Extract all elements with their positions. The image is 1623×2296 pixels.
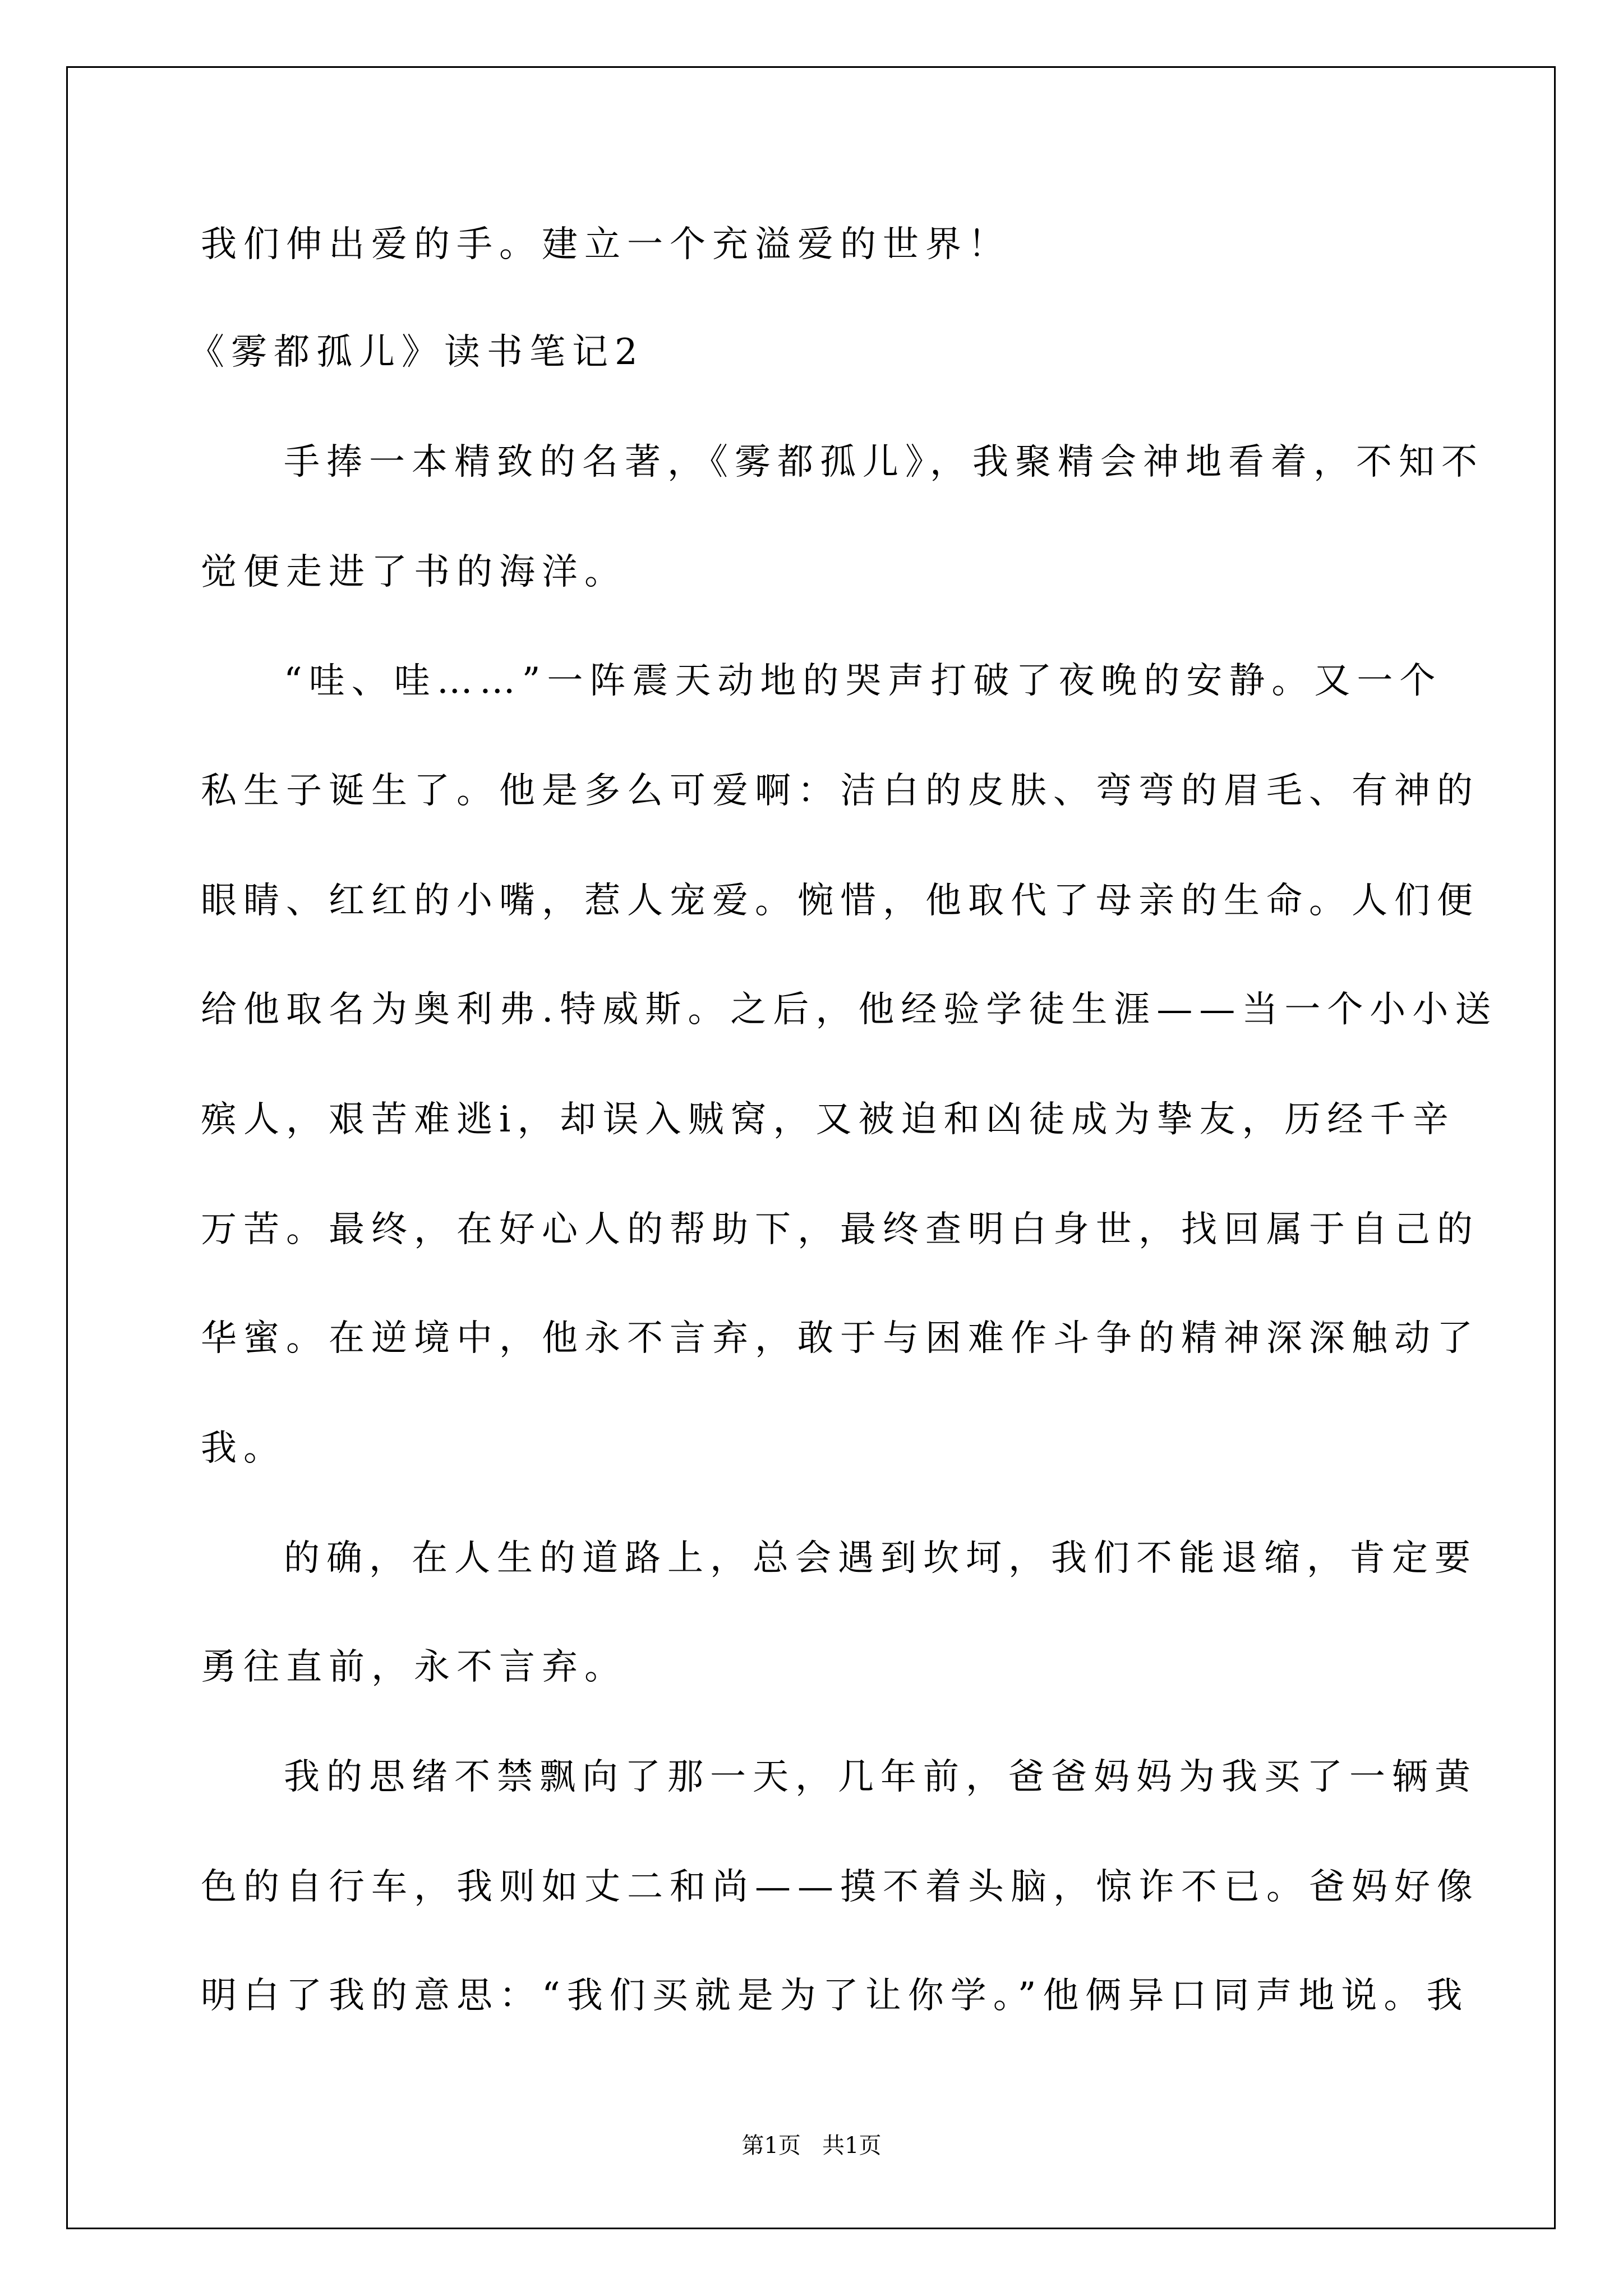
text-line: 给他取名为奥利弗.特威斯。之后，他经验学徒生涯——当一个小小送 xyxy=(201,989,1498,1030)
text-line: 我们伸出爱的手。建立一个充溢爱的世界！ xyxy=(201,224,1011,265)
section-heading: 《雾都孤儿》读书笔记2 xyxy=(188,332,644,373)
text-line: 勇往直前，永不言弃。 xyxy=(201,1646,627,1688)
text-line: 华蜜。在逆境中，他永不言弃，敢于与困难作斗争的精神深深触动了 xyxy=(201,1318,1479,1359)
text-line: 我。 xyxy=(201,1428,286,1469)
text-line: 殡人，艰苦难逃i，却误入贼窝，又被迫和凶徒成为挚友，历经千辛 xyxy=(201,1099,1455,1140)
paragraph-start-line: 我的思绪不禁飘向了那一天，几年前，爸爸妈妈为我买了一辆黄 xyxy=(284,1756,1477,1798)
text-line: 觉便走进了书的海洋。 xyxy=(201,551,627,593)
text-line: 眼睛、红红的小嘴，惹人宠爱。惋惜，他取代了母亲的生命。人们便 xyxy=(201,880,1479,922)
text-line: 色的自行车，我则如丈二和尚——摸不着头脑，惊诈不已。爸妈好像 xyxy=(201,1866,1479,1908)
paragraph-start-line: “哇、哇……”一阵震天动地的哭声打破了夜晚的安静。又一个 xyxy=(284,660,1442,702)
text-line: 明白了我的意思：“我们买就是为了让你学。”他俩异口同声地说。我 xyxy=(201,1975,1469,2017)
paragraph-start-line: 手捧一本精致的名著，《雾都孤儿》，我聚精会神地看着，不知不 xyxy=(284,441,1484,483)
text-line: 万苦。最终，在好心人的帮助下，最终查明白身世，找回属于自己的 xyxy=(201,1209,1479,1250)
text-line: 私生子诞生了。他是多么可爱啊：洁白的皮肤、弯弯的眉毛、有神的 xyxy=(201,770,1479,812)
page-number-footer: 第1页 共1页 xyxy=(741,2133,882,2159)
paragraph-start-line: 的确，在人生的道路上，总会遇到坎坷，我们不能退缩，肯定要 xyxy=(284,1538,1477,1579)
